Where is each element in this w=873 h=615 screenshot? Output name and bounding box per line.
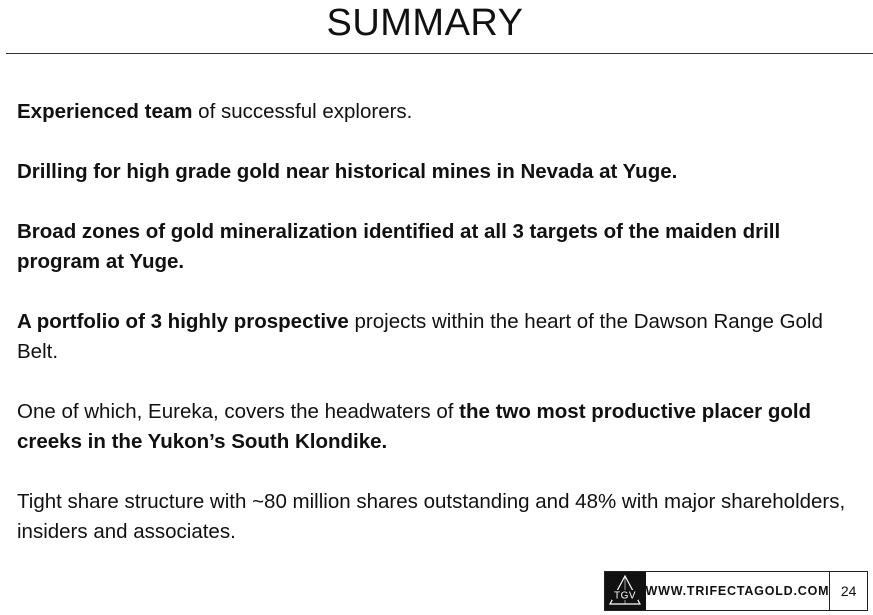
summary-paragraph — [17, 157, 857, 187]
title-divider — [6, 53, 873, 54]
logo-lettering: TGV — [614, 590, 637, 602]
page-number: 24 — [840, 583, 857, 599]
trifecta-logo — [605, 572, 646, 610]
text-run: of successful explorers. — [192, 100, 413, 123]
footer-bar — [604, 571, 868, 611]
summary-paragraph — [17, 97, 857, 127]
summary-paragraph — [17, 217, 857, 277]
text-run: Experienced team — [17, 100, 193, 123]
summary-paragraph — [17, 397, 857, 457]
text-run: the two most productive placer gold creeks in the Yukon’s South Klondike. — [17, 400, 812, 453]
text-run: A portfolio of 3 highly prospective — [17, 310, 349, 333]
summary-paragraph — [17, 307, 857, 367]
website-link[interactable]: WWW.TRIFECTAGOLD.COM — [646, 572, 831, 610]
text-run: projects within the heart of the Dawson Range Gold Belt. — [17, 310, 823, 363]
summary-body — [17, 97, 857, 547]
summary-paragraph — [17, 487, 857, 547]
triangle-logo-icon — [607, 573, 643, 609]
text-run: Broad zones of gold mineralization identified at all 3 targets of the maiden drill program at Yuge. — [17, 220, 781, 273]
text-run: Drilling for high grade gold near historical mines in Nevada at Yuge. — [17, 160, 678, 183]
text-run: Tight share structure with ~80 million shares outstanding and 48% with major shareholders, insiders and associates. — [17, 490, 846, 543]
text-run: One of which, Eureka, covers the headwaters of — [17, 400, 460, 423]
slide-title: SUMMARY — [326, 2, 524, 44]
